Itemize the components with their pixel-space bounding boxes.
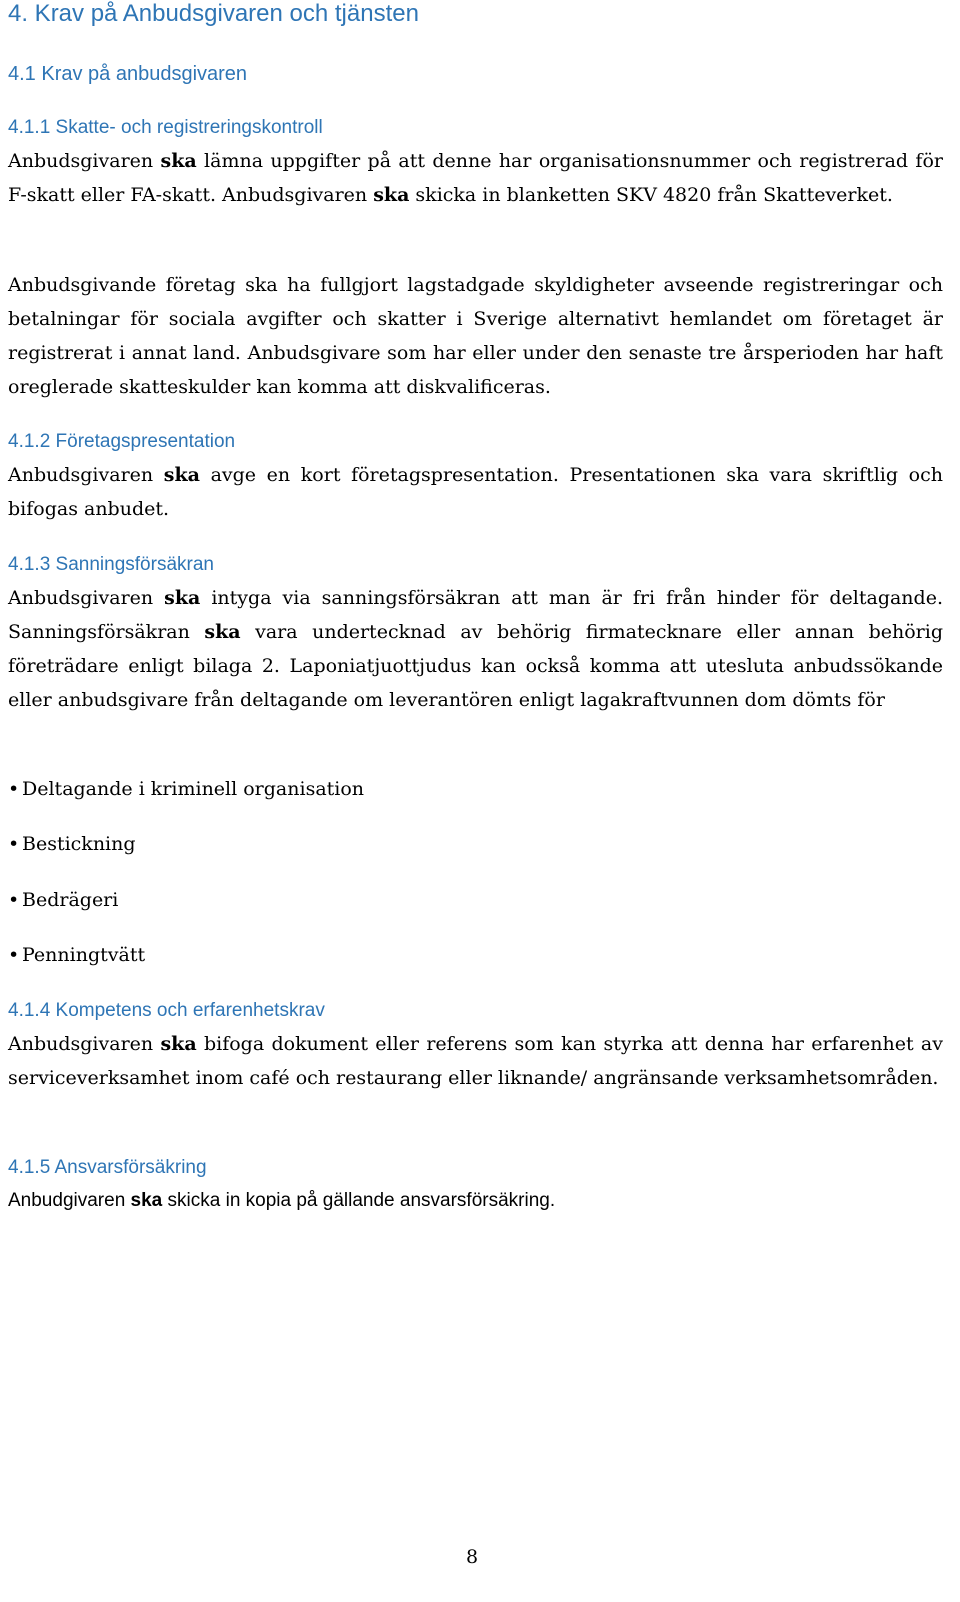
paragraph-4-1-1-b: Anbudsgivande företag ska ha fullgjort lagstadgade skyldigheter avseende registreringar och betalningar för sociala avgifter och skatter i Sverige alternativt hemlandet om företaget är registrerat i annat land. Anbudsgivare som har eller under den senaste tre årsperioden har haft oreglerade skatteskulder kan komma att diskvalificeras. <box>8 274 943 398</box>
paragraph-4-1-3: Anbudsgivaren ska intyga via sanningsförsäkran att man är fri från hinder för deltagande. Sanningsförsäkran ska vara undertecknad av behörig firmatecknare eller annan behörig företrädare enligt bilaga 2. Laponiatjuottjudus kan också komma att utesluta anbudssökande eller anbudsgivare från deltagande om leverantören enligt lagakraftvunnen dom dömts för <box>8 587 943 711</box>
heading-4-1-2: 4.1.2 Företagspresentation <box>8 431 236 452</box>
heading-4-1-3: 4.1.3 Sanningsförsäkran <box>8 554 214 575</box>
paragraph-4-1-4: Anbudsgivaren ska bifoga dokument eller referens som kan styrka att denna har erfarenhet av serviceverksamhet inom café och restaurang eller liknande/ angränsande verksamhetsområden. <box>8 1033 943 1089</box>
heading-4-1-4: 4.1.4 Kompetens och erfarenhetskrav <box>8 1000 325 1021</box>
list-item: • Bestickning <box>8 833 136 855</box>
heading-4-1: 4.1 Krav på anbudsgivaren <box>8 63 248 85</box>
list-item: • Deltagande i kriminell organisation <box>8 778 365 800</box>
paragraph-4-1-5: Anbudgivaren ska skicka in kopia på gällande ansvarsförsäkring. <box>8 1190 556 1211</box>
heading-section-4: 4. Krav på Anbudsgivaren och tjänsten <box>8 0 419 27</box>
page-number: 8 <box>466 1546 479 1568</box>
list-item: • Penningtvätt <box>8 944 146 966</box>
paragraph-4-1-2: Anbudsgivaren ska avge en kort företagspresentation. Presentationen ska vara skriftlig och bifogas anbudet. <box>8 464 943 520</box>
list-item: • Bedrägeri <box>8 889 119 911</box>
heading-4-1-1: 4.1.1 Skatte- och registreringskontroll <box>8 117 323 138</box>
paragraph-4-1-1-a: Anbudsgivaren ska lämna uppgifter på att denne har organisationsnummer och registrerad för F-skatt eller FA-skatt. Anbudsgivaren ska skicka in blanketten SKV 4820 från Skatteverket. <box>8 150 943 206</box>
heading-4-1-5: 4.1.5 Ansvarsförsäkring <box>8 1157 207 1178</box>
